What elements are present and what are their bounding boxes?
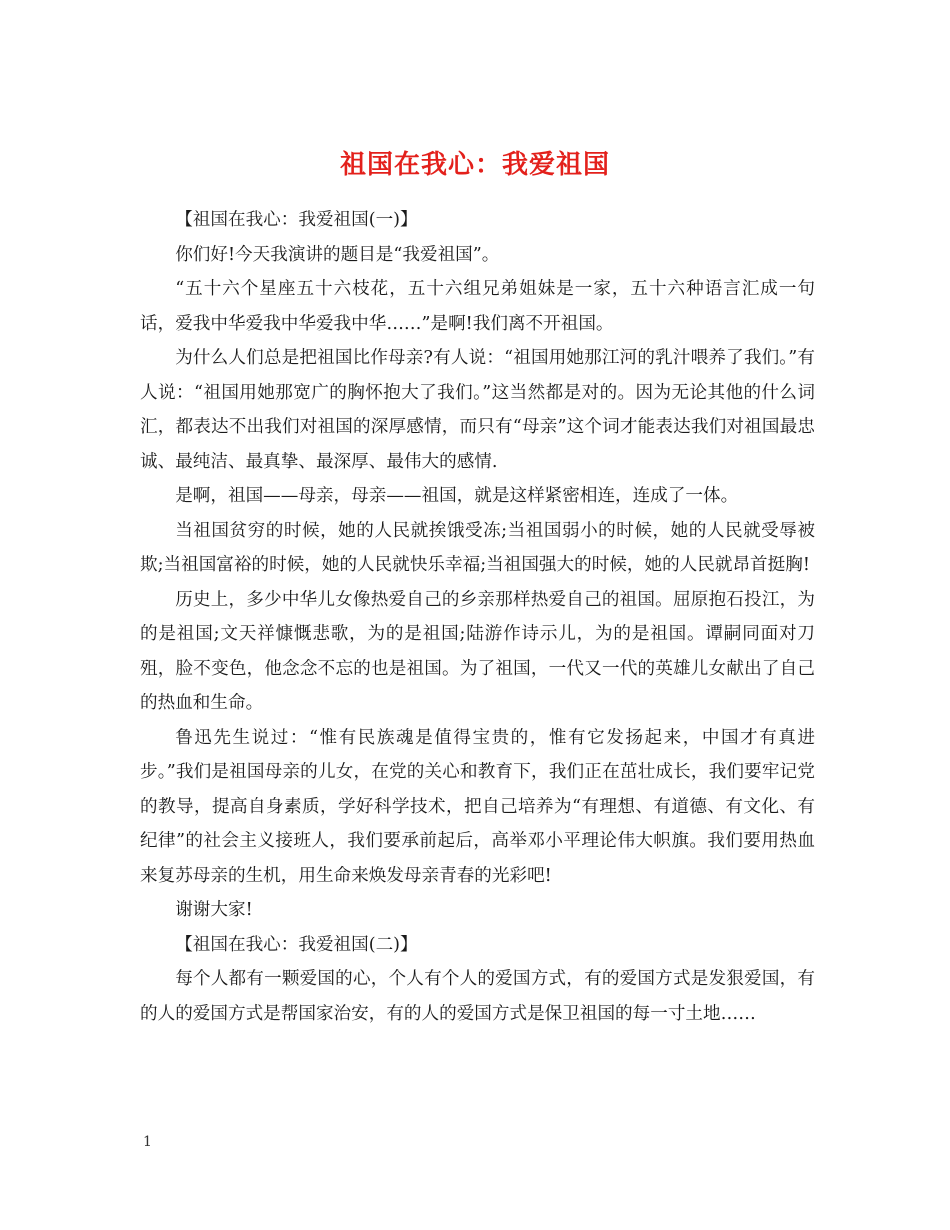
paragraph: 每个人都有一颗爱国的心，个人有个人的爱国方式，有的爱国方式是发狠爱国，有的人的爱国方式是帮国家治安，有的人的爱国方式是保卫祖国的每一寸土地…… [140, 969, 815, 1024]
paragraph: 谢谢大家! [175, 900, 253, 920]
document-title: 祖国在我心：我爱祖国 [339, 150, 610, 181]
paragraph: 为什么人们总是把祖国比作母亲?有人说：“祖国用她那江河的乳汁喂养了我们。”有人说：“祖国用她那宽广的胸怀抱大了我们。”这当然都是对的。因为无论其他的什么词汇，都表达不出我们对祖国的深厚感情，而只有“母亲”这个词才能表达我们对祖国最忠诚、最纯洁、最真挚、最深厚、最伟大的感情. [140, 348, 815, 472]
paragraph: “五十六个星座五十六枝花，五十六组兄弟姐妹是一家，五十六种语言汇成一句话，爱我中华爱我中华爱我中华……”是啊!我们离不开祖国。 [140, 279, 815, 334]
paragraph: 你们好!今天我演讲的题目是“我爱祖国”。 [175, 244, 500, 265]
section-heading-2: 【祖国在我心：我爱祖国(二)】 [175, 934, 418, 955]
page-number: 1 [143, 1134, 152, 1150]
paragraph: 历史上，多少中华儿女像热爱自己的乡亲那样热爱自己的祖国。屈原抱石投江，为的是祖国;文天祥慷慨悲歌，为的是祖国;陆游作诗示儿，为的是祖国。谭嗣同面对刀殂，脸不变色，他念念不忘的也是祖国。为了祖国，一代又一代的英雄儿女献出了自己的热血和生命。 [140, 589, 815, 713]
paragraph: 当祖国贫穷的时候，她的人民就挨饿受冻;当祖国弱小的时候，她的人民就受辱被欺;当祖国富裕的时候，她的人民就快乐幸福;当祖国强大的时候，她的人民就昂首挺胸! [140, 520, 815, 575]
paragraph: 鲁迅先生说过：“惟有民族魂是值得宝贵的，惟有它发扬起来，中国才有真进步。”我们是祖国母亲的儿女，在党的关心和教育下，我们正在茁壮成长，我们要牢记党的教导，提高自身素质，学好科学技术，把自己培养为“有理想、有道德、有文化、有纪律”的社会主义接班人，我们要承前起后，高举邓小平理论伟大帜旗。我们要用热血来复苏母亲的生机，用生命来焕发母亲青春的光彩吧! [140, 727, 815, 886]
section-heading-1: 【祖国在我心：我爱祖国(一)】 [175, 210, 418, 230]
paragraph: 是啊，祖国——母亲，母亲——祖国，就是这样紧密相连，连成了一体。 [175, 486, 739, 506]
document-body [140, 203, 815, 1031]
